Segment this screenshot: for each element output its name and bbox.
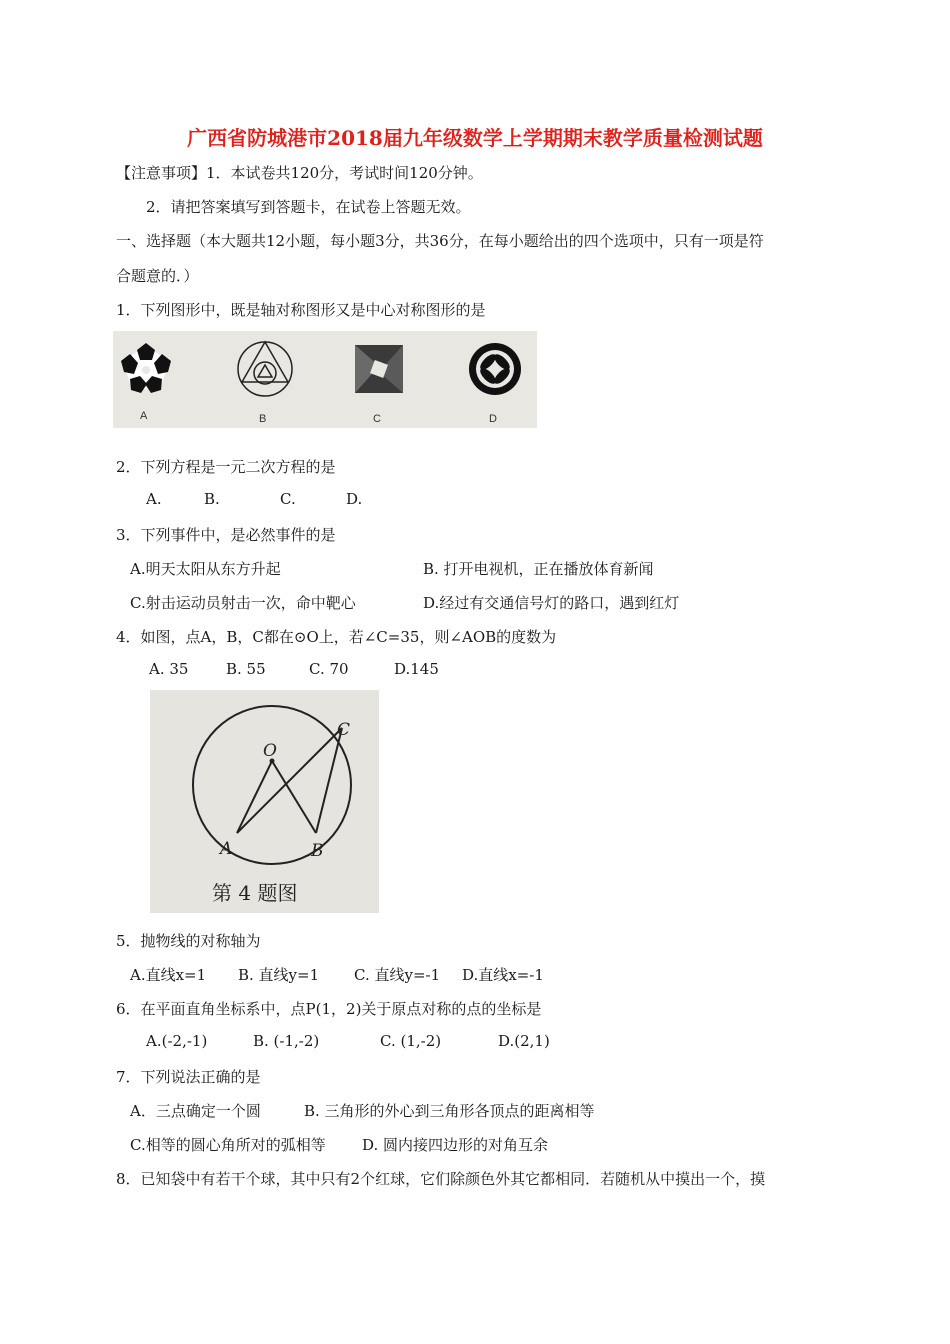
figure-c-square: [355, 345, 403, 393]
q6-stem: 6．在平面直角坐标系中，点P(1，2)关于原点对称的点的坐标是: [116, 1000, 542, 1018]
q5-option-c: C. 直线y=-1: [354, 966, 441, 984]
q4-option-d: D.145: [394, 660, 439, 678]
figure-label-c: C: [373, 413, 381, 425]
q6-option-b: B. (-1,-2): [253, 1032, 320, 1050]
figure-label-b: B: [259, 413, 267, 425]
point-label-a: A: [220, 839, 233, 859]
q3-option-b: B. 打开电视机，正在播放体育新闻: [423, 560, 654, 578]
q8-stem: 8．已知袋中有若干个球，其中只有2个红球，它们除颜色外其它都相同．若随机从中摸出一个，摸: [116, 1170, 766, 1188]
q2-option-b: B.: [204, 490, 220, 508]
q5-option-d: D.直线x=-1: [462, 966, 544, 984]
q2-stem: 2．下列方程是一元二次方程的是: [116, 458, 336, 476]
q4-option-b: B. 55: [226, 660, 266, 678]
q4-option-a: A. 35: [149, 660, 189, 678]
q7-option-d: D. 圆内接四边形的对角互余: [362, 1136, 549, 1154]
q4-stem: 4．如图，点A，B，C都在⊙O上，若∠C=35，则∠AOB的度数为: [116, 628, 557, 646]
point-label-c: C: [337, 720, 351, 740]
q4-option-c: C. 70: [309, 660, 349, 678]
q7-option-c: C.相等的圆心角所对的弧相等: [130, 1136, 326, 1154]
q2-option-c: C.: [280, 490, 296, 508]
section-heading-line-2: 合题意的．）: [116, 267, 199, 285]
q3-option-d: D.经过有交通信号灯的路口，遇到红灯: [423, 594, 680, 612]
q6-option-c: C. (1,-2): [380, 1032, 442, 1050]
q1-figure: [113, 331, 537, 428]
q2-option-a: A.: [146, 490, 162, 508]
figure-d-petal-circle: [469, 343, 521, 395]
q6-option-a: A.(-2,-1): [146, 1032, 208, 1050]
q4-figure: [150, 690, 379, 913]
notes-line-1: 【注意事项】1．本试卷共120分，考试时间120分钟。: [116, 164, 483, 182]
figure-b-circle-triangle: [238, 342, 292, 396]
point-label-o: O: [263, 741, 277, 761]
q6-option-d: D.(2,1): [498, 1032, 550, 1050]
notes-line-2: 2．请把答案填写到答题卡，在试卷上答题无效。: [146, 198, 471, 216]
q7-option-b: B. 三角形的外心到三角形各顶点的距离相等: [304, 1102, 595, 1120]
q3-option-c: C.射击运动员射击一次，命中靶心: [130, 594, 356, 612]
q5-option-b: B. 直线y=1: [238, 966, 320, 984]
figure-label-a: A: [140, 410, 148, 422]
q1-stem: 1．下列图形中，既是轴对称图形又是中心对称图形的是: [116, 301, 486, 319]
figure-label-d: D: [489, 413, 497, 425]
page-title: 广西省防城港市2018届九年级数学上学期期末教学质量检测试题: [187, 126, 763, 150]
point-label-b: B: [311, 841, 324, 861]
q7-stem: 7．下列说法正确的是: [116, 1068, 261, 1086]
q2-option-d: D.: [346, 490, 363, 508]
q5-option-a: A.直线x=1: [130, 966, 207, 984]
q5-stem: 5．抛物线的对称轴为: [116, 932, 261, 950]
section-heading-line-1: 一、选择题（本大题共12小题，每小题3分，共36分，在每小题给出的四个选项中，只有一项是符: [116, 232, 764, 250]
figure-caption: 第 4 题图: [212, 881, 298, 905]
q3-option-a: A.明天太阳从东方升起: [130, 560, 281, 578]
q3-stem: 3．下列事件中，是必然事件的是: [116, 526, 336, 544]
q7-option-a: A．三点确定一个圆: [130, 1102, 261, 1120]
figure-a-flower: [121, 343, 171, 393]
